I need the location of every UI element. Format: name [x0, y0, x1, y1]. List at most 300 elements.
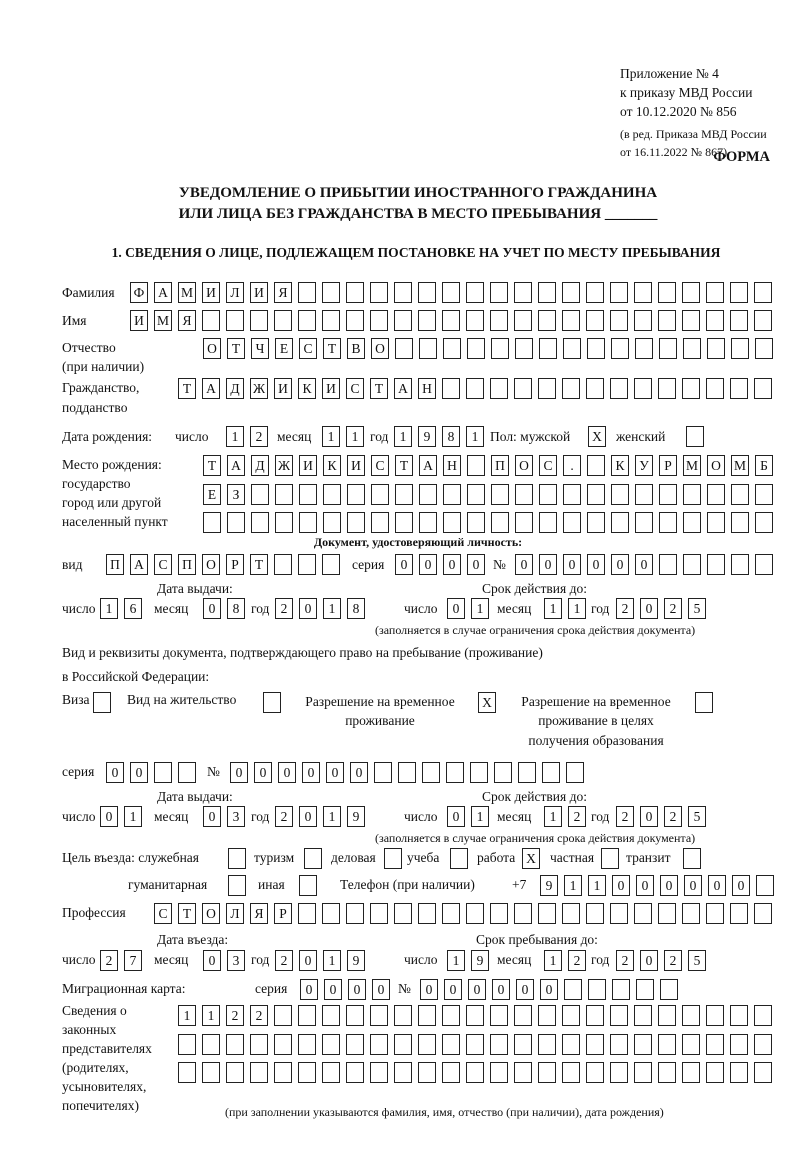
checkbox-sex-female[interactable]	[686, 426, 704, 447]
char-cell-representatives-3[interactable]	[706, 1062, 724, 1083]
char-cell-birth-place-1[interactable]: Н	[443, 455, 461, 476]
char-cell-birth-place-2[interactable]	[611, 484, 629, 505]
char-cell-birth-place-2[interactable]	[275, 484, 293, 505]
char-cell-representatives-3[interactable]	[250, 1062, 268, 1083]
char-cell-surname[interactable]	[370, 282, 388, 303]
char-cell-doc-issue-year[interactable]: 0	[299, 598, 317, 619]
char-cell-representatives-1[interactable]	[418, 1005, 436, 1026]
char-cell-birth-place-2[interactable]	[563, 484, 581, 505]
char-cell-doc-number[interactable]: 0	[635, 554, 653, 575]
char-cell-stay-until-day[interactable]: 1	[447, 950, 465, 971]
char-cell-doc-kind[interactable]: С	[154, 554, 172, 575]
char-cell-phone[interactable]	[756, 875, 774, 896]
char-cell-profession[interactable]: С	[154, 903, 172, 924]
char-cell-entry-month[interactable]: 3	[227, 950, 245, 971]
char-cell-patronymic[interactable]	[635, 338, 653, 359]
char-cell-representatives-1[interactable]	[562, 1005, 580, 1026]
char-cell-birth-place-1[interactable]: М	[683, 455, 701, 476]
char-cell-citizenship[interactable]: А	[394, 378, 412, 399]
char-cell-profession[interactable]	[586, 903, 604, 924]
char-cell-stay-number[interactable]	[470, 762, 488, 783]
char-cell-representatives-1[interactable]	[538, 1005, 556, 1026]
char-cell-citizenship[interactable]: И	[274, 378, 292, 399]
char-cell-birth-place-2[interactable]	[707, 484, 725, 505]
char-cell-doc-valid-day[interactable]: 1	[471, 598, 489, 619]
char-cell-profession[interactable]: Т	[178, 903, 196, 924]
char-cell-surname[interactable]	[418, 282, 436, 303]
char-cell-stay-number[interactable]	[494, 762, 512, 783]
char-cell-stay-valid-day[interactable]: 1	[471, 806, 489, 827]
char-cell-profession[interactable]: Р	[274, 903, 292, 924]
char-cell-birth-place-3[interactable]	[227, 512, 245, 533]
char-cell-doc-kind[interactable]	[298, 554, 316, 575]
char-cell-surname[interactable]: М	[178, 282, 196, 303]
char-cell-patronymic[interactable]	[611, 338, 629, 359]
char-cell-representatives-3[interactable]	[442, 1062, 460, 1083]
char-cell-stay-until-year[interactable]: 0	[640, 950, 658, 971]
char-cell-citizenship[interactable]: Ж	[250, 378, 268, 399]
char-cell-stay-valid-year[interactable]: 0	[640, 806, 658, 827]
char-cell-patronymic[interactable]	[683, 338, 701, 359]
char-cell-citizenship[interactable]	[562, 378, 580, 399]
char-cell-representatives-2[interactable]	[226, 1034, 244, 1055]
char-cell-stay-issue-year[interactable]: 9	[347, 806, 365, 827]
char-cell-patronymic[interactable]	[491, 338, 509, 359]
char-cell-phone[interactable]: 1	[564, 875, 582, 896]
checkbox-purpose-tourism[interactable]	[304, 848, 322, 869]
char-cell-birth-place-2[interactable]	[635, 484, 653, 505]
char-cell-mig-series[interactable]: 0	[348, 979, 366, 1000]
char-cell-birth-place-2[interactable]	[683, 484, 701, 505]
char-cell-mig-series[interactable]: 0	[372, 979, 390, 1000]
char-cell-birth-place-3[interactable]	[275, 512, 293, 533]
char-cell-birth-place-3[interactable]	[347, 512, 365, 533]
char-cell-citizenship[interactable]: Т	[370, 378, 388, 399]
char-cell-entry-year[interactable]: 0	[299, 950, 317, 971]
char-cell-mig-number[interactable]: 0	[468, 979, 486, 1000]
char-cell-doc-issue-year[interactable]: 8	[347, 598, 365, 619]
char-cell-doc-valid-month[interactable]: 1	[544, 598, 562, 619]
char-cell-representatives-3[interactable]	[730, 1062, 748, 1083]
char-cell-doc-valid-month[interactable]: 1	[568, 598, 586, 619]
char-cell-stay-number[interactable]	[518, 762, 536, 783]
char-cell-surname[interactable]: И	[202, 282, 220, 303]
char-cell-birth-place-1[interactable]: И	[299, 455, 317, 476]
char-cell-name[interactable]	[418, 310, 436, 331]
char-cell-stay-valid-month[interactable]: 2	[568, 806, 586, 827]
char-cell-entry-year[interactable]: 9	[347, 950, 365, 971]
char-cell-representatives-1[interactable]	[322, 1005, 340, 1026]
char-cell-name[interactable]	[538, 310, 556, 331]
char-cell-citizenship[interactable]: К	[298, 378, 316, 399]
char-cell-citizenship[interactable]: С	[346, 378, 364, 399]
char-cell-birth-place-2[interactable]	[659, 484, 677, 505]
char-cell-representatives-1[interactable]	[634, 1005, 652, 1026]
char-cell-birth-place-2[interactable]	[467, 484, 485, 505]
char-cell-doc-number[interactable]: 0	[563, 554, 581, 575]
char-cell-representatives-1[interactable]	[658, 1005, 676, 1026]
char-cell-stay-until-day[interactable]: 9	[471, 950, 489, 971]
char-cell-surname[interactable]	[346, 282, 364, 303]
char-cell-birth-place-1[interactable]: О	[515, 455, 533, 476]
char-cell-representatives-3[interactable]	[490, 1062, 508, 1083]
char-cell-citizenship[interactable]	[490, 378, 508, 399]
char-cell-name[interactable]: И	[130, 310, 148, 331]
char-cell-mig-number[interactable]	[660, 979, 678, 1000]
char-cell-birth-place-1[interactable]: М	[731, 455, 749, 476]
char-cell-profession[interactable]	[442, 903, 460, 924]
char-cell-citizenship[interactable]	[658, 378, 676, 399]
char-cell-name[interactable]	[250, 310, 268, 331]
char-cell-representatives-2[interactable]	[514, 1034, 532, 1055]
char-cell-stay-valid-year[interactable]: 2	[664, 806, 682, 827]
char-cell-doc-series[interactable]: 0	[467, 554, 485, 575]
char-cell-birth-place-3[interactable]	[419, 512, 437, 533]
char-cell-birth-year[interactable]: 1	[466, 426, 484, 447]
char-cell-birth-place-3[interactable]	[203, 512, 221, 533]
char-cell-surname[interactable]: И	[250, 282, 268, 303]
char-cell-birth-place-1[interactable]: Ж	[275, 455, 293, 476]
char-cell-patronymic[interactable]	[563, 338, 581, 359]
char-cell-representatives-3[interactable]	[226, 1062, 244, 1083]
char-cell-phone[interactable]: 0	[684, 875, 702, 896]
char-cell-representatives-3[interactable]	[658, 1062, 676, 1083]
char-cell-citizenship[interactable]	[610, 378, 628, 399]
char-cell-birth-place-2[interactable]	[443, 484, 461, 505]
char-cell-representatives-2[interactable]	[754, 1034, 772, 1055]
char-cell-name[interactable]	[610, 310, 628, 331]
char-cell-representatives-1[interactable]	[682, 1005, 700, 1026]
checkbox-purpose-study[interactable]	[450, 848, 468, 869]
char-cell-phone[interactable]: 0	[636, 875, 654, 896]
char-cell-mig-number[interactable]	[588, 979, 606, 1000]
char-cell-name[interactable]	[346, 310, 364, 331]
char-cell-representatives-3[interactable]	[610, 1062, 628, 1083]
char-cell-stay-number[interactable]: 0	[230, 762, 248, 783]
char-cell-representatives-3[interactable]	[634, 1062, 652, 1083]
char-cell-representatives-1[interactable]	[298, 1005, 316, 1026]
char-cell-surname[interactable]	[442, 282, 460, 303]
char-cell-birth-year[interactable]: 8	[442, 426, 460, 447]
char-cell-representatives-2[interactable]	[562, 1034, 580, 1055]
char-cell-birth-place-3[interactable]	[587, 512, 605, 533]
char-cell-doc-number[interactable]	[707, 554, 725, 575]
char-cell-representatives-1[interactable]: 1	[178, 1005, 196, 1026]
char-cell-profession[interactable]	[538, 903, 556, 924]
char-cell-entry-month[interactable]: 0	[203, 950, 221, 971]
char-cell-citizenship[interactable]: А	[202, 378, 220, 399]
char-cell-birth-place-1[interactable]: Т	[203, 455, 221, 476]
char-cell-phone[interactable]: 9	[540, 875, 558, 896]
char-cell-mig-number[interactable]: 0	[444, 979, 462, 1000]
char-cell-birth-year[interactable]: 9	[418, 426, 436, 447]
char-cell-birth-place-2[interactable]: З	[227, 484, 245, 505]
char-cell-birth-place-2[interactable]	[371, 484, 389, 505]
char-cell-patronymic[interactable]: Т	[227, 338, 245, 359]
char-cell-patronymic[interactable]	[395, 338, 413, 359]
char-cell-entry-year[interactable]: 2	[275, 950, 293, 971]
char-cell-patronymic[interactable]: О	[371, 338, 389, 359]
checkbox-visa[interactable]	[93, 692, 111, 713]
char-cell-surname[interactable]	[514, 282, 532, 303]
char-cell-doc-number[interactable]	[731, 554, 749, 575]
char-cell-representatives-2[interactable]	[178, 1034, 196, 1055]
char-cell-stay-series[interactable]	[154, 762, 172, 783]
char-cell-birth-place-1[interactable]: С	[371, 455, 389, 476]
char-cell-representatives-2[interactable]	[250, 1034, 268, 1055]
char-cell-stay-number[interactable]: 0	[302, 762, 320, 783]
char-cell-patronymic[interactable]: О	[203, 338, 221, 359]
char-cell-representatives-2[interactable]	[346, 1034, 364, 1055]
char-cell-birth-place-1[interactable]	[587, 455, 605, 476]
char-cell-doc-valid-day[interactable]: 0	[447, 598, 465, 619]
char-cell-stay-number[interactable]: 0	[326, 762, 344, 783]
char-cell-birth-place-1[interactable]: А	[419, 455, 437, 476]
char-cell-birth-place-3[interactable]	[707, 512, 725, 533]
char-cell-entry-day[interactable]: 2	[100, 950, 118, 971]
char-cell-surname[interactable]	[754, 282, 772, 303]
char-cell-representatives-2[interactable]	[682, 1034, 700, 1055]
char-cell-profession[interactable]	[466, 903, 484, 924]
char-cell-birth-month[interactable]: 1	[322, 426, 340, 447]
char-cell-birth-place-3[interactable]	[467, 512, 485, 533]
char-cell-name[interactable]	[730, 310, 748, 331]
char-cell-stay-valid-year[interactable]: 5	[688, 806, 706, 827]
char-cell-birth-place-1[interactable]: О	[707, 455, 725, 476]
char-cell-birth-place-1[interactable]: Р	[659, 455, 677, 476]
char-cell-citizenship[interactable]	[730, 378, 748, 399]
char-cell-representatives-1[interactable]	[274, 1005, 292, 1026]
char-cell-citizenship[interactable]: Д	[226, 378, 244, 399]
char-cell-profession[interactable]	[634, 903, 652, 924]
char-cell-citizenship[interactable]: И	[322, 378, 340, 399]
char-cell-representatives-1[interactable]	[754, 1005, 772, 1026]
char-cell-stay-number[interactable]	[398, 762, 416, 783]
checkbox-purpose-service[interactable]	[228, 848, 246, 869]
char-cell-profession[interactable]: Я	[250, 903, 268, 924]
char-cell-citizenship[interactable]	[754, 378, 772, 399]
char-cell-profession[interactable]: Л	[226, 903, 244, 924]
char-cell-representatives-3[interactable]	[178, 1062, 196, 1083]
char-cell-name[interactable]	[562, 310, 580, 331]
char-cell-citizenship[interactable]	[706, 378, 724, 399]
char-cell-surname[interactable]	[586, 282, 604, 303]
char-cell-representatives-2[interactable]	[730, 1034, 748, 1055]
char-cell-representatives-2[interactable]	[442, 1034, 460, 1055]
char-cell-birth-place-2[interactable]	[323, 484, 341, 505]
char-cell-name[interactable]	[514, 310, 532, 331]
char-cell-phone[interactable]: 0	[708, 875, 726, 896]
char-cell-phone[interactable]: 0	[660, 875, 678, 896]
char-cell-stay-valid-day[interactable]: 0	[447, 806, 465, 827]
char-cell-profession[interactable]	[658, 903, 676, 924]
checkbox-temp-permit[interactable]: X	[478, 692, 496, 713]
char-cell-surname[interactable]	[562, 282, 580, 303]
char-cell-birth-place-1[interactable]: Б	[755, 455, 773, 476]
char-cell-profession[interactable]	[490, 903, 508, 924]
char-cell-stay-until-month[interactable]: 1	[544, 950, 562, 971]
char-cell-stay-valid-month[interactable]: 1	[544, 806, 562, 827]
char-cell-representatives-2[interactable]	[298, 1034, 316, 1055]
char-cell-representatives-1[interactable]: 1	[202, 1005, 220, 1026]
char-cell-birth-place-2[interactable]	[539, 484, 557, 505]
char-cell-patronymic[interactable]	[467, 338, 485, 359]
char-cell-birth-place-1[interactable]: П	[491, 455, 509, 476]
char-cell-entry-year[interactable]: 1	[323, 950, 341, 971]
char-cell-birth-place-2[interactable]	[299, 484, 317, 505]
char-cell-doc-number[interactable]: 0	[587, 554, 605, 575]
char-cell-name[interactable]	[370, 310, 388, 331]
char-cell-representatives-3[interactable]	[466, 1062, 484, 1083]
char-cell-doc-kind[interactable]	[274, 554, 292, 575]
char-cell-profession[interactable]	[418, 903, 436, 924]
char-cell-profession[interactable]	[298, 903, 316, 924]
char-cell-birth-place-2[interactable]	[419, 484, 437, 505]
char-cell-mig-number[interactable]	[636, 979, 654, 1000]
char-cell-doc-series[interactable]: 0	[419, 554, 437, 575]
char-cell-stay-number[interactable]	[374, 762, 392, 783]
char-cell-profession[interactable]	[514, 903, 532, 924]
char-cell-mig-number[interactable]: 0	[420, 979, 438, 1000]
char-cell-representatives-3[interactable]	[562, 1062, 580, 1083]
char-cell-birth-place-2[interactable]	[755, 484, 773, 505]
char-cell-birth-place-3[interactable]	[755, 512, 773, 533]
char-cell-stay-series[interactable]: 0	[130, 762, 148, 783]
char-cell-profession[interactable]	[730, 903, 748, 924]
char-cell-surname[interactable]	[634, 282, 652, 303]
checkbox-purpose-transit[interactable]	[683, 848, 701, 869]
char-cell-doc-valid-year[interactable]: 0	[640, 598, 658, 619]
char-cell-representatives-3[interactable]	[202, 1062, 220, 1083]
char-cell-representatives-3[interactable]	[274, 1062, 292, 1083]
char-cell-surname[interactable]: Л	[226, 282, 244, 303]
char-cell-citizenship[interactable]	[586, 378, 604, 399]
char-cell-doc-series[interactable]: 0	[395, 554, 413, 575]
char-cell-birth-place-3[interactable]	[443, 512, 461, 533]
char-cell-name[interactable]	[322, 310, 340, 331]
char-cell-profession[interactable]	[706, 903, 724, 924]
char-cell-representatives-2[interactable]	[466, 1034, 484, 1055]
char-cell-representatives-2[interactable]	[322, 1034, 340, 1055]
checkbox-purpose-business[interactable]	[384, 848, 402, 869]
char-cell-birth-place-1[interactable]: Т	[395, 455, 413, 476]
char-cell-profession[interactable]	[394, 903, 412, 924]
char-cell-birth-place-3[interactable]	[611, 512, 629, 533]
char-cell-representatives-3[interactable]	[370, 1062, 388, 1083]
char-cell-name[interactable]: Я	[178, 310, 196, 331]
char-cell-birth-place-3[interactable]	[395, 512, 413, 533]
char-cell-patronymic[interactable]: Е	[275, 338, 293, 359]
char-cell-representatives-2[interactable]	[610, 1034, 628, 1055]
char-cell-doc-kind[interactable]: П	[106, 554, 124, 575]
char-cell-surname[interactable]	[706, 282, 724, 303]
char-cell-stay-until-year[interactable]: 2	[616, 950, 634, 971]
char-cell-birth-month[interactable]: 1	[346, 426, 364, 447]
char-cell-birth-place-1[interactable]: А	[227, 455, 245, 476]
char-cell-patronymic[interactable]	[419, 338, 437, 359]
char-cell-birth-place-1[interactable]: С	[539, 455, 557, 476]
char-cell-patronymic[interactable]	[755, 338, 773, 359]
char-cell-profession[interactable]	[370, 903, 388, 924]
char-cell-birth-place-3[interactable]	[323, 512, 341, 533]
char-cell-mig-number[interactable]: 0	[516, 979, 534, 1000]
char-cell-stay-issue-year[interactable]: 1	[323, 806, 341, 827]
char-cell-citizenship[interactable]: Н	[418, 378, 436, 399]
char-cell-patronymic[interactable]	[659, 338, 677, 359]
char-cell-representatives-2[interactable]	[394, 1034, 412, 1055]
char-cell-citizenship[interactable]: Т	[178, 378, 196, 399]
char-cell-birth-day[interactable]: 2	[250, 426, 268, 447]
char-cell-doc-kind[interactable]: П	[178, 554, 196, 575]
char-cell-doc-number[interactable]	[755, 554, 773, 575]
char-cell-profession[interactable]	[754, 903, 772, 924]
char-cell-profession[interactable]	[682, 903, 700, 924]
char-cell-representatives-1[interactable]	[370, 1005, 388, 1026]
char-cell-doc-kind[interactable]	[322, 554, 340, 575]
char-cell-name[interactable]	[658, 310, 676, 331]
char-cell-doc-number[interactable]: 0	[611, 554, 629, 575]
char-cell-patronymic[interactable]: Т	[323, 338, 341, 359]
char-cell-name[interactable]	[274, 310, 292, 331]
char-cell-stay-issue-day[interactable]: 1	[124, 806, 142, 827]
char-cell-citizenship[interactable]	[442, 378, 460, 399]
char-cell-doc-kind[interactable]: О	[202, 554, 220, 575]
char-cell-representatives-1[interactable]: 2	[226, 1005, 244, 1026]
char-cell-surname[interactable]: А	[154, 282, 172, 303]
char-cell-representatives-2[interactable]	[658, 1034, 676, 1055]
char-cell-patronymic[interactable]	[539, 338, 557, 359]
char-cell-citizenship[interactable]	[682, 378, 700, 399]
char-cell-stay-until-year[interactable]: 2	[664, 950, 682, 971]
char-cell-stay-until-year[interactable]: 5	[688, 950, 706, 971]
char-cell-doc-issue-day[interactable]: 6	[124, 598, 142, 619]
char-cell-stay-number[interactable]	[446, 762, 464, 783]
char-cell-name[interactable]	[466, 310, 484, 331]
char-cell-doc-valid-year[interactable]: 2	[664, 598, 682, 619]
char-cell-stay-series[interactable]	[178, 762, 196, 783]
char-cell-doc-number[interactable]: 0	[539, 554, 557, 575]
char-cell-surname[interactable]	[658, 282, 676, 303]
char-cell-mig-number[interactable]	[564, 979, 582, 1000]
char-cell-name[interactable]	[394, 310, 412, 331]
char-cell-birth-place-3[interactable]	[491, 512, 509, 533]
char-cell-birth-year[interactable]: 1	[394, 426, 412, 447]
char-cell-surname[interactable]	[538, 282, 556, 303]
char-cell-representatives-2[interactable]	[586, 1034, 604, 1055]
char-cell-birth-place-1[interactable]: К	[323, 455, 341, 476]
char-cell-birth-place-3[interactable]	[683, 512, 701, 533]
char-cell-profession[interactable]	[346, 903, 364, 924]
char-cell-representatives-1[interactable]	[394, 1005, 412, 1026]
char-cell-birth-place-2[interactable]	[251, 484, 269, 505]
char-cell-name[interactable]	[706, 310, 724, 331]
char-cell-representatives-1[interactable]	[610, 1005, 628, 1026]
char-cell-doc-kind[interactable]: Р	[226, 554, 244, 575]
char-cell-representatives-3[interactable]	[586, 1062, 604, 1083]
char-cell-name[interactable]	[226, 310, 244, 331]
char-cell-patronymic[interactable]	[443, 338, 461, 359]
char-cell-doc-issue-month[interactable]: 8	[227, 598, 245, 619]
char-cell-entry-day[interactable]: 7	[124, 950, 142, 971]
char-cell-patronymic[interactable]: С	[299, 338, 317, 359]
char-cell-patronymic[interactable]	[515, 338, 533, 359]
char-cell-birth-place-3[interactable]	[563, 512, 581, 533]
char-cell-representatives-2[interactable]	[706, 1034, 724, 1055]
char-cell-birth-place-2[interactable]	[587, 484, 605, 505]
char-cell-profession[interactable]	[610, 903, 628, 924]
char-cell-citizenship[interactable]	[634, 378, 652, 399]
char-cell-birth-place-2[interactable]: Е	[203, 484, 221, 505]
